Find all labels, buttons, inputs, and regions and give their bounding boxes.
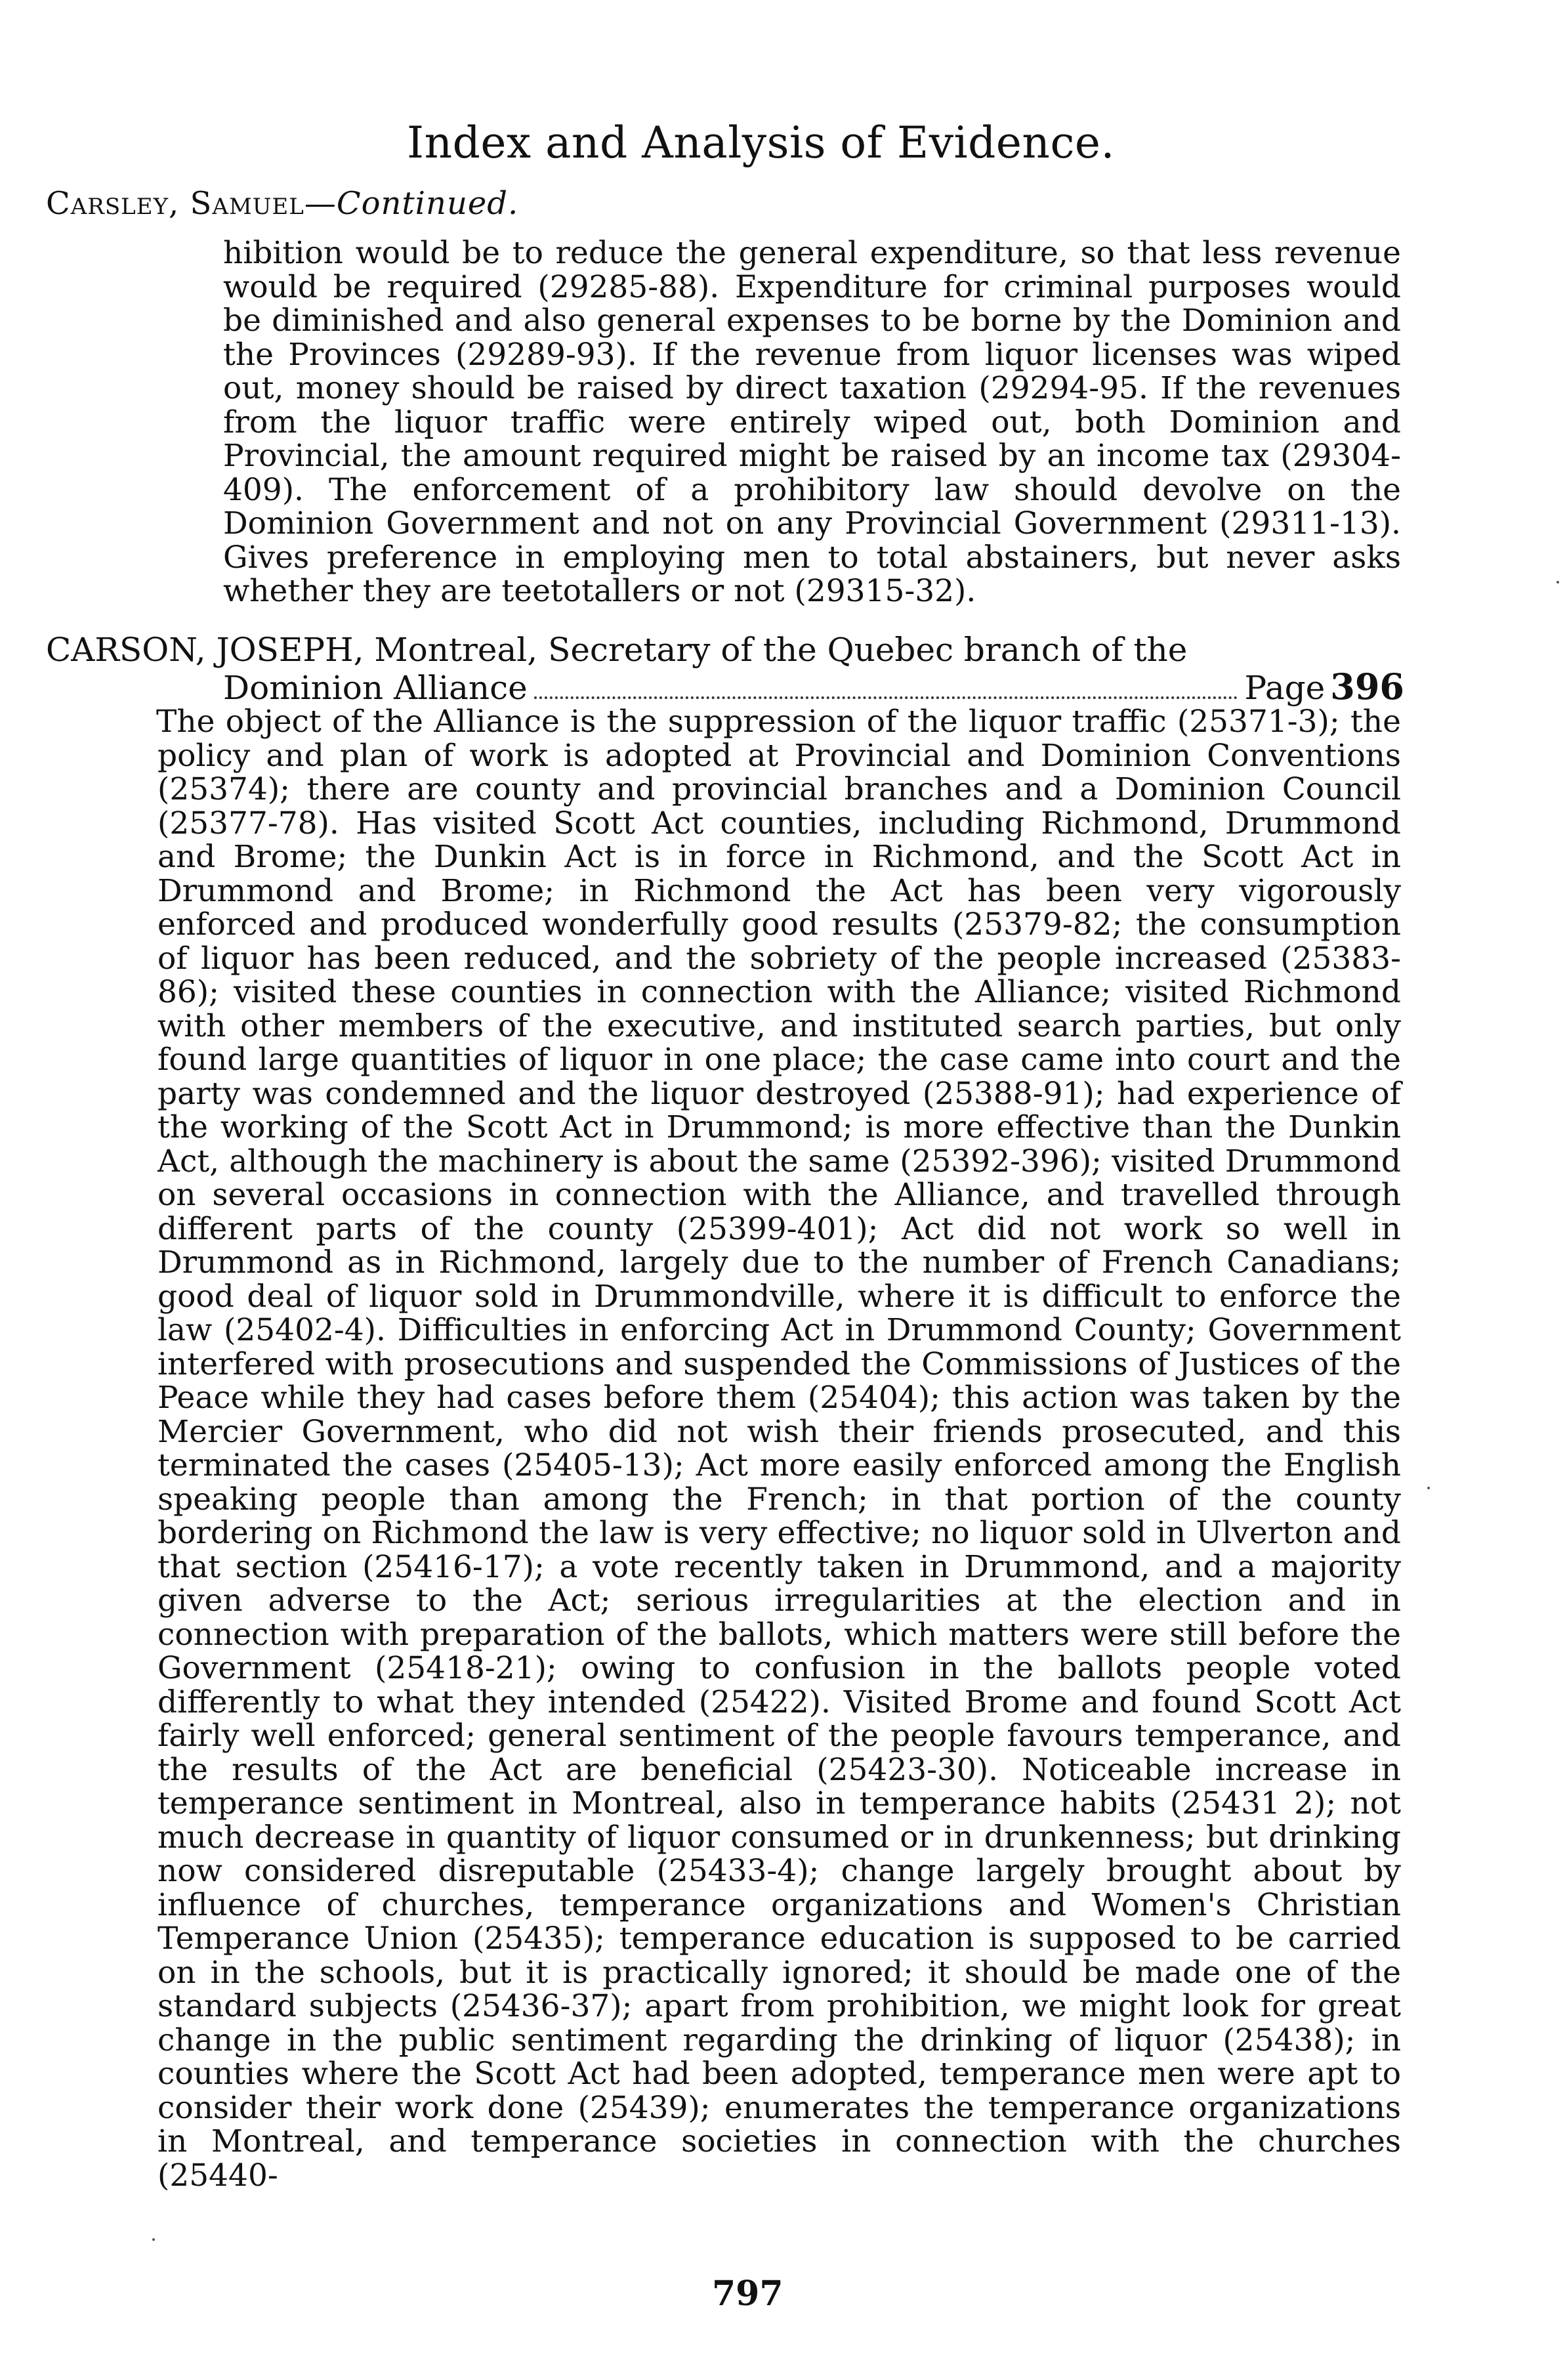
entry-body-lead-word: The	[156, 704, 215, 740]
print-speck	[1427, 1487, 1430, 1489]
entry-heading-line: CARSON, JOSEPH, Montreal, Secretary of the Quebec branch of the	[46, 631, 1188, 669]
entry-continued-label: Continued.	[336, 185, 519, 222]
print-speck	[152, 2238, 155, 2241]
entry-body-text: object of the Alliance is the suppression of the liquor traffic (25371-3); the policy and plan of work is adopted at Provincial and Dominion Conventions (25374); there are county and provincial branches and a Dominion Council (25377-78). Has visited Scott Act counties, including Richmond, Drummond and Brome; the Dunkin Act is in force in Richmond, and the Scott Act in Drummond and Brome; in Richmond the Act has been very vigorously enforced and produced wonderfully good results (25379-82; the consumption of liquor has been reduced, and the sobriety of the people increased (25383-86); visited these counties in connection with the Alliance; visited Richmond with other members of the executive, and instituted search parties, but only found large quantities of liquor in one place; the case came into court and the party was condemned and the liquor destroyed (25388-91); had experience of the working of the Scott Act in Drummond; is more effective than the Dunkin Act, although the machinery is about the same (25392-396); visited Drummond on several occasions in connection with the Alliance, and travelled through different parts of the county (25399-401); Act did not work so well in Drummond as in Richmond, largely due to the number of French Canadians; good deal of liquor sold in Drummondville, where it is difficult to enforce the law (25402-4). Difficulties in enforcing Act in Drummond County; Government interfered with prosecutions and suspended the Commissions of Justices of the Peace while they had cases before them (25404); this action was taken by the Mercier Government, who did not wish their friends prosecuted, and this terminated the cases (25405-13); Act more easily enforced among the English speaking people than among the French; in that portion of the county bordering on Richmond the law is very effective; no liquor sold in Ulverton and that section (25416-17); a vote recently taken in Drummond, and a majority given adverse to the Act; serious irregularities at the election and in connection with preparation of the ballots, which matters were still before the Government (25418-21); owing to confusion in the ballots people voted differently to what they intended (25422). Visited Brome and found Scott Act fairly well enforced; general sentiment of the people favours temperance, and the results of the Act are beneficial (25423-30). Noticeable increase in temperance sentiment in Montreal, also in temperance habits (25431 2); not much decrease in quantity of liquor consumed or in drunkenness; but drinking now considered disreputable (25433-4); change largely brought about by influence of churches, temperance organizations and Women's Christian Temperance Union (25435); temperance education is supposed to be carried on in the schools, but it is practically ignored; it should be made one of the standard subjects (25436-37); apart from prohibition, we might look for great change in the public sentiment regarding the drinking of liquor (25438); in counties where the Scott Act had been adopted, temperance men were apt to consider their work done (25439); enumerates the temperance organizations in Montreal, and temperance societies in connection with the churches (25440-	[157, 704, 1401, 2194]
page-title: Index and Analysis of Evidence.	[407, 117, 1115, 168]
print-speck	[1557, 581, 1559, 584]
entry-heading-carson	[46, 631, 1404, 707]
entry-heading-line	[223, 668, 1404, 707]
entry-heading-continuation: Dominion Alliance	[223, 669, 528, 707]
page-ref-label: Page	[1244, 669, 1326, 707]
entry-dash: —	[304, 185, 337, 222]
entry-heading-carsley	[46, 185, 518, 222]
page-ref-number: 396	[1330, 666, 1404, 708]
dot-leader	[534, 696, 1238, 699]
entry-body-carson	[157, 705, 1401, 2192]
entry-name: Carsley, Samuel	[46, 185, 304, 222]
page-number: 797	[712, 2274, 784, 2314]
entry-body-carsley: hibition would be to reduce the general expenditure, so that less revenue would be required (29285-88). Expenditure for criminal purposes would be diminished and also general expenses to be borne by the Dominion and the Provinces (29289-93). If the revenue from liquor licenses was wiped out, money should be raised by direct taxation (29294-95. If the revenues from the liquor traffic were entirely wiped out, both Dominion and Provincial, the amount required might be raised by an income tax (29304-409). The enforcement of a prohibitory law should devolve on the Dominion Government and not on any Provincial Government (29311-13). Gives preference in employing men to total abstainers, but never asks whether they are teetotallers or not (29315-32).	[223, 235, 1401, 609]
